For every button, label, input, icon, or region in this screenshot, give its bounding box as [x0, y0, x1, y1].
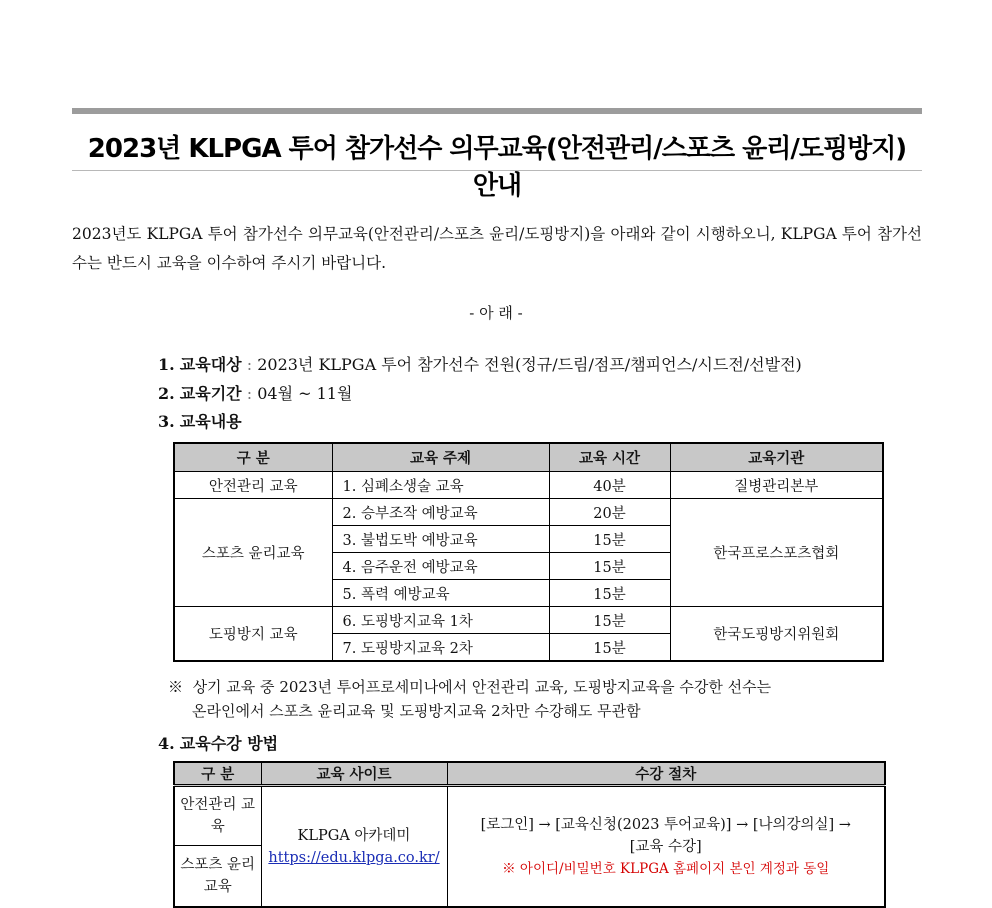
section-marker: - 아 래 -: [469, 304, 523, 322]
header-procedure: 수강 절차: [447, 762, 885, 786]
item-target: [158, 352, 802, 375]
time-cell: 15분: [549, 553, 670, 580]
title-divider: [72, 170, 922, 171]
topic-cell: 4. 음주운전 예방교육: [332, 553, 549, 580]
item-label: 교육기간: [179, 384, 242, 403]
item-label: 교육대상: [179, 355, 242, 374]
note-mark: ※: [168, 678, 184, 696]
topic-cell: 3. 불법도박 예방교육: [332, 526, 549, 553]
item-label: 교육내용: [179, 412, 242, 431]
topic-cell: 7. 도핑방지교육 2차: [332, 634, 549, 662]
title-top-bar: [72, 108, 922, 114]
item-value: 2023년 KLPGA 투어 참가선수 전원(정규/드림/점프/챔피언스/시드전/선발전): [257, 355, 802, 374]
education-content-table: [173, 442, 884, 662]
topic-cell: 6. 도핑방지교육 1차: [332, 607, 549, 634]
table-row: [174, 786, 885, 846]
time-cell: 40분: [549, 472, 670, 499]
time-cell: 15분: [549, 607, 670, 634]
category-cell: 안전관리 교육: [174, 786, 261, 846]
site-cell: [261, 786, 447, 908]
item-number: 3.: [158, 412, 175, 431]
item-content: [158, 409, 242, 432]
table-row: [174, 607, 883, 634]
item-value: 04월 ~ 11월: [257, 384, 353, 403]
footnote: [168, 675, 771, 723]
topic-cell: 1. 심폐소생술 교육: [332, 472, 549, 499]
page-title: 2023년 KLPGA 투어 참가선수 의무교육(안전관리/스포츠 윤리/도핑방지) 안내: [87, 134, 907, 201]
category-cell: 스포츠 윤리교육: [174, 499, 332, 607]
header-topic: 교육 주제: [332, 443, 549, 472]
time-cell: 15분: [549, 634, 670, 662]
intro-paragraph: 2023년도 KLPGA 투어 참가선수 의무교육(안전관리/스포츠 윤리/도핑방지)을 아래와 같이 시행하오니, KLPGA 투어 참가선수는 반드시 교육을 이수하여 주시기 바랍니다.: [72, 225, 922, 272]
header-site: 교육 사이트: [261, 762, 447, 786]
enrollment-method-table: [173, 761, 886, 908]
site-name: KLPGA 아카데미: [297, 827, 411, 844]
item-colon: :: [246, 384, 253, 403]
header-time: 교육 시간: [549, 443, 670, 472]
header-org: 교육기관: [670, 443, 883, 472]
topic-cell: 5. 폭력 예방교육: [332, 580, 549, 607]
time-cell: 15분: [549, 526, 670, 553]
item-number: 1.: [158, 355, 175, 374]
note-line-2: 온라인에서 스포츠 윤리교육 및 도핑방지교육 2차만 수강해도 무관함: [192, 702, 641, 720]
procedure-note: ※ 아이디/비밀번호 KLPGA 홈페이지 본인 계정과 동일: [502, 860, 830, 877]
category-cell: 도핑방지 교육: [174, 607, 332, 662]
item-method: [158, 731, 278, 754]
table-row: [174, 499, 883, 526]
category-cell: 스포츠 윤리교육: [174, 846, 261, 908]
header-category: 구 분: [174, 762, 261, 786]
procedure-line-2: [교육 수강]: [629, 838, 702, 855]
item-label: 교육수강 방법: [179, 734, 279, 753]
item-number: 2.: [158, 384, 175, 403]
org-cell: 한국도핑방지위원회: [670, 607, 883, 662]
org-cell: 한국프로스포츠협회: [670, 499, 883, 607]
header-category: 구 분: [174, 443, 332, 472]
topic-cell: 2. 승부조작 예방교육: [332, 499, 549, 526]
item-period: [158, 381, 352, 404]
time-cell: 15분: [549, 580, 670, 607]
site-link[interactable]: https://edu.klpga.co.kr/: [268, 849, 440, 866]
item-colon: :: [246, 355, 253, 374]
org-cell: 질병관리본부: [670, 472, 883, 499]
procedure-cell: [447, 786, 885, 908]
note-line-1: 상기 교육 중 2023년 투어프로세미나에서 안전관리 교육, 도핑방지교육을 수강한 선수는: [192, 678, 772, 696]
table-row: [174, 472, 883, 499]
procedure-line-1: [로그인] → [교육신청(2023 투어교육)] → [나의강의실] →: [480, 816, 851, 833]
time-cell: 20분: [549, 499, 670, 526]
item-number: 4.: [158, 734, 175, 753]
category-cell: 안전관리 교육: [174, 472, 332, 499]
